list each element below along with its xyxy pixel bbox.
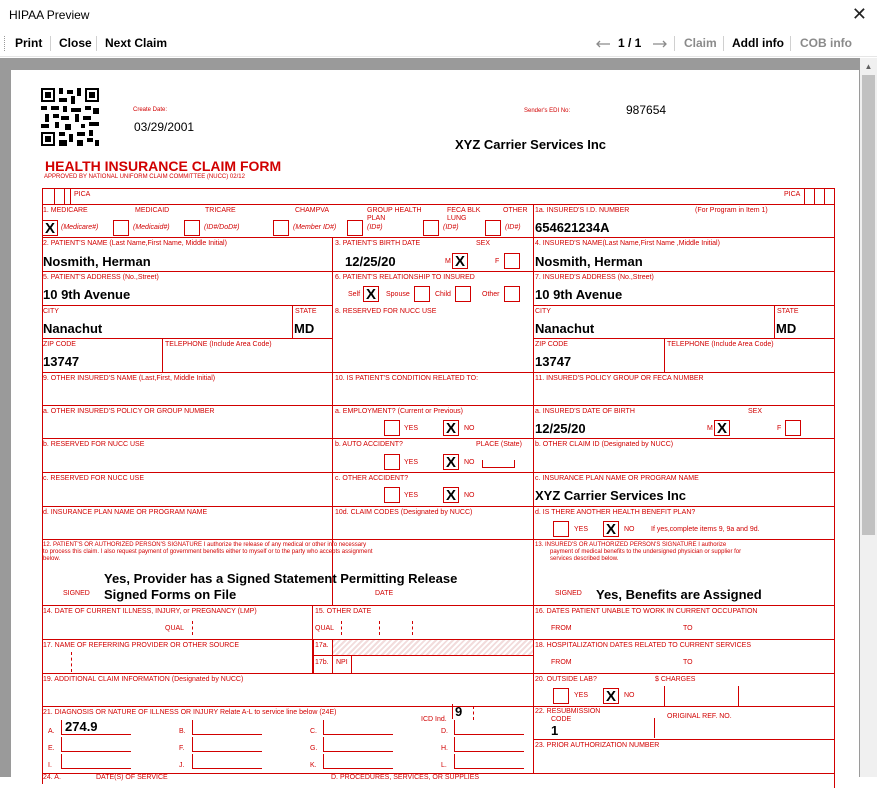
toolbar-separator: [790, 36, 791, 51]
sender-edi-value: 987654: [626, 103, 667, 117]
outside-lab-yes-checkbox[interactable]: [553, 688, 569, 704]
other-coverage-label: OTHER: [503, 207, 528, 214]
toolbar-grip[interactable]: [4, 36, 7, 51]
print-button[interactable]: Print: [15, 36, 43, 50]
relationship-label: 6. PATIENT'S RELATIONSHIP TO INSURED: [335, 274, 475, 281]
signature-12-line3: below.: [43, 556, 61, 562]
another-plan-no-checkbox[interactable]: [603, 521, 619, 537]
line-24a-label: 24. A.: [43, 774, 61, 781]
another-plan-note: If yes,complete items 9, 9a and 9d.: [651, 526, 760, 533]
birth-date-label: 3. PATIENT'S BIRTH DATE: [335, 240, 421, 247]
checked-mark: X: [605, 521, 616, 538]
checked-mark: X: [445, 454, 456, 471]
insured-zip-label: ZIP CODE: [535, 341, 568, 348]
auto-accident-label: b. AUTO ACCIDENT?: [335, 441, 403, 448]
next-page-icon[interactable]: [652, 40, 668, 48]
condition-related-label: 10. IS PATIENT'S CONDITION RELATED TO:: [335, 375, 479, 382]
carrier-name: XYZ Carrier Services Inc: [455, 137, 607, 152]
group-health-checkbox[interactable]: [347, 220, 363, 236]
signed-12-label: SIGNED: [63, 590, 90, 597]
outside-lab-no-checkbox[interactable]: [603, 688, 619, 704]
diag-a-value: 274.9: [65, 719, 98, 734]
hosp-to-label: TO: [683, 659, 693, 666]
other-plan-name-label: d. INSURANCE PLAN NAME OR PROGRAM NAME: [43, 509, 208, 516]
diag-k-label: K.: [310, 762, 317, 769]
insured-dob-value: 12/25/20: [535, 421, 586, 436]
sex-female-checkbox[interactable]: [504, 253, 520, 269]
policy-group-label: 11. INSURED'S POLICY GROUP OR FECA NUMBER: [535, 375, 704, 382]
diag-h-label: H.: [441, 745, 448, 752]
insured-zip-value: 13747: [535, 354, 572, 369]
place-state-label: PLACE (State): [476, 441, 522, 448]
current-illness-label: 14. DATE OF CURRENT ILLNESS, INJURY, or PREGNANCY (LMP): [43, 608, 257, 615]
hospitalization-label: 18. HOSPITALIZATION DATES RELATED TO CURRENT SERVICES: [535, 642, 752, 649]
diag-c-label: C.: [310, 728, 317, 735]
diag-d-label: D.: [441, 728, 448, 735]
diag-i-label: I.: [48, 762, 52, 769]
rel-spouse-label: Spouse: [386, 291, 410, 298]
create-date-label: Create Date:: [133, 107, 168, 113]
feca-label: FECA BLK LUNG: [447, 207, 481, 222]
group-id-label: (ID#): [367, 224, 383, 231]
sex-f-label: F: [495, 258, 500, 265]
page-indicator: 1 / 1: [618, 36, 642, 50]
patient-zip-label: ZIP CODE: [43, 341, 76, 348]
other-claim-id-label: b. OTHER CLAIM ID (Designated by NUCC): [535, 441, 674, 448]
signed-13-label: SIGNED: [555, 590, 582, 597]
hosp-from-label: FROM: [551, 659, 572, 666]
scroll-up-icon[interactable]: ▲: [864, 62, 873, 71]
icd-ind-value: 9: [455, 704, 463, 719]
auto-no-checkbox[interactable]: [443, 454, 459, 470]
diag-g-label: G.: [310, 745, 318, 752]
checked-mark: X: [445, 420, 456, 437]
employment-no-checkbox[interactable]: [443, 420, 459, 436]
signed-forms-value: Signed Forms on File: [104, 587, 237, 602]
sex-label: SEX: [476, 240, 491, 247]
next-claim-button[interactable]: Next Claim: [105, 36, 168, 50]
tricare-checkbox[interactable]: [184, 220, 200, 236]
resubmission-code-label: CODE: [551, 716, 572, 723]
insured-id-label: 1a. INSURED'S I.D. NUMBER: [535, 207, 630, 214]
release-statement: Yes, Provider has a Signed Statement Permitting Release: [104, 571, 458, 586]
rel-other-label: Other: [482, 291, 500, 298]
other-accident-no-label: NO: [464, 492, 475, 499]
champva-label: CHAMPVA: [295, 207, 330, 214]
checked-mark: X: [605, 688, 616, 705]
sender-edi-label: Sender's EDI No:: [524, 108, 571, 114]
signature-12-label: 12. PATIENT'S OR AUTHORIZED PERSON'S SIGNATURE I authorize the release of any medical or other info necessary: [43, 542, 367, 548]
toolbar-separator: [96, 36, 97, 51]
patient-address-label: 5. PATIENT'S ADDRESS (No.,Street): [43, 274, 159, 281]
patient-state-label: STATE: [295, 308, 317, 315]
title-bar: [0, 0, 877, 30]
outside-lab-label: 20. OUTSIDE LAB?: [535, 676, 597, 683]
signature-12-line2: to process this claim. I also request payment of government benefits either to myself or to the party who accepts assignment: [43, 549, 373, 555]
insured-id-value: 654621234A: [535, 220, 610, 235]
patient-name-value: Nosmith, Herman: [43, 254, 151, 269]
nucc-approval: APPROVED BY NATIONAL UNIFORM CLAIM COMMITTEE (NUCC) 02/12: [44, 174, 245, 180]
ref-17b-label: 17b.: [315, 659, 329, 666]
employment-yes-label: YES: [404, 425, 419, 432]
rel-child-label: Child: [435, 291, 451, 298]
insured-city-value: Nanachut: [535, 321, 595, 336]
sex-male-checkbox[interactable]: [452, 253, 468, 269]
other-accident-no-checkbox[interactable]: [443, 487, 459, 503]
charges-label: $ CHARGES: [655, 676, 696, 683]
qr-code-icon: [41, 88, 99, 146]
employment-label: a. EMPLOYMENT? (Current or Previous): [335, 408, 463, 415]
claim-codes-label: 10d. CLAIM CODES (Designated by NUCC): [335, 509, 473, 516]
tricare-label: TRICARE: [205, 207, 236, 214]
group-health-label: GROUP HEALTH PLAN: [367, 207, 422, 222]
hatched-field: [333, 640, 533, 655]
another-plan-yes-checkbox[interactable]: [553, 521, 569, 537]
resubmission-label: 22. RESUBMISSION: [535, 708, 601, 715]
patient-phone-label: TELEPHONE (Include Area Code): [165, 341, 272, 348]
unable-to-work-label: 16. DATES PATIENT UNABLE TO WORK IN CURRENT OCCUPATION: [535, 608, 758, 615]
auto-yes-checkbox[interactable]: [384, 454, 400, 470]
rel-spouse-checkbox[interactable]: [414, 286, 430, 302]
another-plan-no-label: NO: [624, 526, 635, 533]
medicare-id-label: (Medicare#): [61, 224, 99, 231]
claim-button[interactable]: Claim: [684, 36, 717, 50]
reserved-9c-label: c. RESERVED FOR NUCC USE: [43, 475, 144, 482]
medicaid-checkbox[interactable]: [113, 220, 129, 236]
diag-f-label: F.: [179, 745, 185, 752]
toolbar-separator: [50, 36, 51, 51]
other-policy-label: a. OTHER INSURED'S POLICY OR GROUP NUMBER: [43, 408, 215, 415]
sex-m-label: M: [445, 258, 451, 265]
insured-sex-f-label: F: [777, 425, 782, 432]
insurance-plan-label: c. INSURANCE PLAN NAME OR PROGRAM NAME: [535, 475, 699, 482]
other-coverage-checkbox[interactable]: [485, 220, 501, 236]
rel-self-label: Self: [348, 291, 361, 298]
create-date-value: 03/29/2001: [134, 120, 195, 134]
insured-sex-label: SEX: [748, 408, 763, 415]
other-id-label: (ID#): [505, 224, 521, 231]
checked-mark: X: [716, 420, 727, 437]
benefits-assigned-value: Yes, Benefits are Assigned: [596, 587, 762, 602]
reserved-9b-label: b. RESERVED FOR NUCC USE: [43, 441, 145, 448]
other-insured-name-label: 9. OTHER INSURED'S NAME (Last,First, Middle Initial): [43, 375, 216, 382]
diag-b-label: B.: [179, 728, 186, 735]
medicare-label: 1. MEDICARE: [43, 207, 88, 214]
program-note: (For Program in Item 1): [695, 207, 768, 214]
outside-lab-no-label: NO: [624, 692, 635, 699]
employment-no-label: NO: [464, 425, 475, 432]
insured-dob-label: a. INSURED'S DATE OF BIRTH: [535, 408, 635, 415]
npi-label: NPI: [336, 659, 348, 666]
checked-mark: X: [365, 286, 376, 303]
feca-id-label: (ID#): [443, 224, 459, 231]
medicaid-label: MEDICAID: [135, 207, 170, 214]
vertical-scrollbar[interactable]: [860, 58, 877, 777]
date-12-label: DATE: [375, 590, 394, 597]
champva-checkbox[interactable]: [273, 220, 289, 236]
resubmission-code-value: 1: [551, 723, 559, 738]
unable-to-label: TO: [683, 625, 693, 632]
close-icon[interactable]: ✕: [851, 4, 867, 24]
checked-mark: X: [445, 487, 456, 504]
patient-state-value: MD: [294, 321, 315, 336]
unable-from-label: FROM: [551, 625, 572, 632]
signature-13-line2: payment of medical benefits to the undersigned physician or supplier for: [550, 549, 742, 555]
prior-auth-label: 23. PRIOR AUTHORIZATION NUMBER: [535, 742, 660, 749]
signature-13-line3: services described below.: [550, 556, 619, 562]
signature-13-label: 13. INSURED'S OR AUTHORIZED PERSON'S SIGNATURE I authorize: [535, 542, 727, 548]
other-date-label: 15. OTHER DATE: [315, 608, 372, 615]
patient-address-value: 10 9th Avenue: [43, 287, 131, 302]
birth-date-value: 12/25/20: [345, 254, 396, 269]
procedures-label: D. PROCEDURES, SERVICES, OR SUPPLIES: [331, 774, 480, 781]
scrollbar-thumb[interactable]: [862, 75, 875, 535]
qual-14-label: QUAL: [165, 625, 185, 632]
patient-name-label: 2. PATIENT'S NAME (Last Name,First Name, Middle Initial): [43, 240, 227, 247]
close-button[interactable]: Close: [59, 36, 92, 50]
feca-checkbox[interactable]: [423, 220, 439, 236]
original-ref-label: ORIGINAL REF. NO.: [667, 713, 732, 720]
medicaid-id-label: (Medicaid#): [133, 224, 170, 231]
ref-17a-label: 17a.: [315, 642, 329, 649]
rel-other-checkbox[interactable]: [504, 286, 520, 302]
toolbar-separator: [674, 36, 675, 51]
diag-e-label: E.: [48, 745, 55, 752]
other-accident-yes-checkbox[interactable]: [384, 487, 400, 503]
another-plan-yes-label: YES: [574, 526, 589, 533]
other-accident-yes-label: YES: [404, 492, 419, 499]
cob-info-button[interactable]: COB info: [800, 36, 852, 50]
insured-state-value: MD: [776, 321, 797, 336]
additional-info-label: 19. ADDITIONAL CLAIM INFORMATION (Designated by NUCC): [43, 676, 244, 683]
insured-name-label: 4. INSURED'S NAME(Last Name,First Name ,Middle Initial): [535, 240, 720, 247]
service-date-label: DATE(S) OF SERVICE: [96, 774, 168, 781]
insured-phone-label: TELEPHONE (Include Area Code): [667, 341, 774, 348]
insured-sex-m-label: M: [707, 425, 713, 432]
claim-form-page: [11, 70, 859, 781]
rel-child-checkbox[interactable]: [455, 286, 471, 302]
referring-provider-label: 17. NAME OF REFERRING PROVIDER OR OTHER SOURCE: [43, 642, 240, 649]
champva-id-label: (Member ID#): [293, 224, 337, 231]
addl-info-button[interactable]: Addl info: [732, 36, 784, 50]
patient-zip-value: 13747: [43, 354, 80, 369]
medicare-checkbox[interactable]: [42, 220, 58, 236]
form-title: HEALTH INSURANCE CLAIM FORM: [45, 158, 282, 174]
patient-city-value: Nanachut: [43, 321, 103, 336]
other-accident-label: c. OTHER ACCIDENT?: [335, 475, 409, 482]
insured-address-label: 7. INSURED'S ADDRESS (No.,Street): [535, 274, 654, 281]
insured-female-checkbox[interactable]: [785, 420, 801, 436]
auto-no-label: NO: [464, 459, 475, 466]
insured-state-label: STATE: [777, 308, 799, 315]
toolbar: [0, 30, 877, 57]
insured-address-value: 10 9th Avenue: [535, 287, 623, 302]
insurance-plan-value: XYZ Carrier Services Inc: [535, 488, 687, 503]
employment-yes-checkbox[interactable]: [384, 420, 400, 436]
toolbar-separator: [723, 36, 724, 51]
diagnosis-label: 21. DIAGNOSIS OR NATURE OF ILLNESS OR INJURY Relate A-L to service line below (24E): [43, 709, 337, 716]
diag-j-label: J.: [179, 762, 185, 769]
icd-ind-label: ICD Ind.: [421, 716, 447, 723]
auto-yes-label: YES: [404, 459, 419, 466]
rel-self-checkbox[interactable]: [363, 286, 379, 302]
insured-male-checkbox[interactable]: [714, 420, 730, 436]
patient-city-label: CITY: [43, 308, 59, 315]
prev-page-icon[interactable]: [595, 40, 611, 48]
pica-right: PICA: [784, 191, 801, 198]
pica-left: PICA: [74, 191, 91, 198]
reserved-8-label: 8. RESERVED FOR NUCC USE: [335, 308, 437, 315]
diag-a-label: A.: [48, 728, 55, 735]
diag-l-label: L.: [441, 762, 447, 769]
outside-lab-yes-label: YES: [574, 692, 589, 699]
insured-name-value: Nosmith, Herman: [535, 254, 643, 269]
qual-15-label: QUAL: [315, 625, 335, 632]
tricare-id-label: (ID#/DoD#): [204, 224, 240, 231]
window-title: HIPAA Preview: [9, 8, 90, 22]
checked-mark: X: [44, 220, 55, 237]
insured-city-label: CITY: [535, 308, 551, 315]
another-plan-label: d. IS THERE ANOTHER HEALTH BENEFIT PLAN?: [535, 509, 696, 516]
checked-mark: X: [454, 253, 465, 270]
